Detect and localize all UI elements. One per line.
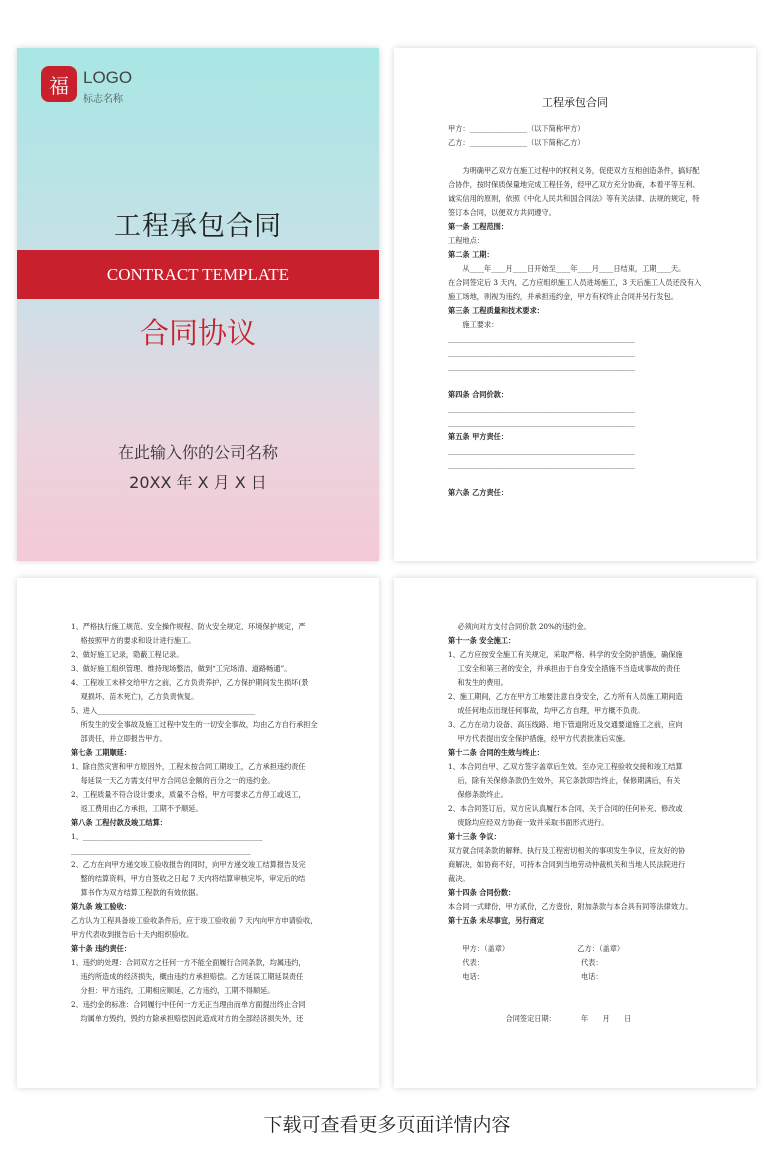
text-line: ____________________________________________________ bbox=[448, 446, 635, 455]
logo-icon: 福 bbox=[41, 66, 77, 102]
text-line: 废除均应经双方协商一致并采取书面形式进行。 bbox=[448, 818, 609, 827]
download-caption: 下载可查看更多页面详情内容 bbox=[263, 1114, 511, 1136]
text-line: 违约所造成的经济损失，概由违约方承担赔偿。乙方延误工期延误责任 bbox=[71, 972, 304, 981]
text-line: 从____年____月____日开始至____年____月____日结束，工期____天。 bbox=[448, 264, 686, 273]
text-line: 诚实信用的原则，依照《中化人民共和国合同法》等有关法律、法规的规定，特 bbox=[448, 194, 700, 203]
text-line: 第一条 工程范围： bbox=[448, 222, 509, 231]
text-line: 1、严格执行施工规范、安全操作规程、防火安全规定、环境保护规定，严 bbox=[71, 622, 306, 631]
text-line: 1、__________________________________________________ bbox=[71, 832, 263, 841]
text-line: 代表： 代表： bbox=[448, 958, 603, 967]
text-line: 所发生的安全事故及施工过程中发生的一切安全事故，均由乙方自行承担全 bbox=[71, 720, 318, 729]
text-line: 甲方：（盖章） 乙方：（盖章） bbox=[448, 944, 625, 953]
cover-date: 20XX 年 X 月 X 日 bbox=[129, 473, 267, 492]
text-line: 均属单方毁约，毁约方除承担赔偿因此造成对方的全部经济损失外，还 bbox=[71, 1014, 304, 1023]
page-3-lines bbox=[71, 620, 325, 1026]
text-line: ____________________________________________________ bbox=[448, 334, 635, 343]
cover-company-name: 在此输入你的公司名称 bbox=[117, 443, 278, 462]
document-page-3 bbox=[17, 578, 379, 1088]
text-line bbox=[448, 150, 702, 164]
page-4-content bbox=[448, 620, 702, 1026]
text-line: 第七条 工期顺延： bbox=[71, 748, 132, 757]
text-line: 第五条 甲方责任： bbox=[448, 432, 509, 441]
cover-title: 工程承包合同 bbox=[114, 211, 282, 242]
text-line: 第八条 工程付款及竣工结算： bbox=[71, 818, 167, 827]
text-line bbox=[448, 374, 702, 388]
text-line: ____________________________________________________ bbox=[448, 404, 635, 413]
text-line: 部责任，并立即报告甲方。 bbox=[71, 734, 167, 743]
text-line: 算书作为双方结算工程款的有效依据。 bbox=[71, 888, 203, 897]
text-line: ____________________________________________________ bbox=[448, 362, 635, 371]
text-line: 合同签定日期： 年 月 日 bbox=[448, 1014, 632, 1023]
text-line: 第三条 工程质量和技术要求： bbox=[448, 306, 544, 315]
text-line: 3、做好施工组织管理、维持现场整洁，做到“工完场清、道路畅通”。 bbox=[71, 664, 292, 673]
text-line: 1、本合同自甲、乙双方签字盖章后生效。至办完工程验收交接和竣工结算 bbox=[448, 762, 683, 771]
text-line: 在合同签定后 3 天内，乙方应组织施工人员进场施工，3 天后施工人员还没有入 bbox=[448, 278, 702, 287]
document-page-2 bbox=[394, 48, 756, 561]
text-line: 乙方：________________（以下简称乙方） bbox=[448, 138, 585, 147]
text-line: 必须向对方支付合同价款 20%的违约金。 bbox=[448, 622, 591, 631]
text-line: 甲方代表提出安全保护措施，经甲方代表批准后实施。 bbox=[448, 734, 630, 743]
text-line: 第十四条 合同份数： bbox=[448, 888, 516, 897]
text-line: 5、进入____________________________________________ bbox=[71, 706, 256, 715]
text-line: 施工场地，则视为违约，并承担违约金，甲方有权终止合同并另行发包。 bbox=[448, 292, 679, 301]
text-line: ____________________________________________________ bbox=[448, 460, 635, 469]
text-line: 2、本合同签订后，双方应认真履行本合同，关于合同的任何补充、修改或 bbox=[448, 804, 683, 813]
page-2-lines bbox=[448, 122, 702, 500]
text-line: 第十条 违约责任： bbox=[71, 944, 132, 953]
text-line: 甲方代表收到报告后十天内组织验收。 bbox=[71, 930, 194, 939]
document-page-4 bbox=[394, 578, 756, 1088]
text-line: 工程地点： bbox=[448, 236, 484, 245]
text-line: 第十五条 未尽事宜，另行商定 bbox=[448, 916, 544, 925]
text-line: 第九条 竣工验收： bbox=[71, 902, 132, 911]
text-line: 2、施工期间，乙方在甲方工地要注意自身安全，乙方所有人员施工期间造 bbox=[448, 692, 683, 701]
text-line: 为明确甲乙双方在施工过程中的权利义务，促使双方互相创造条件，搞好配 bbox=[448, 166, 700, 175]
text-line: 2、工程质量不符合设计要求，质量不合格，甲方可要求乙方停工或返工， bbox=[71, 790, 306, 799]
text-line: 裁决。 bbox=[448, 874, 470, 883]
text-line: 2、违约金的标准：合同履行中任何一方无正当理由而单方面提出终止合同 bbox=[71, 1000, 306, 1009]
text-line: 甲方：________________（以下简称甲方） bbox=[448, 124, 585, 133]
text-line: 保修条款终止。 bbox=[448, 790, 508, 799]
text-line: 1、违约的处理：合同双方之任何一方不能全面履行合同条款，均属违约， bbox=[71, 958, 306, 967]
text-line: 施工要求： bbox=[448, 320, 499, 329]
text-line: 本合同一式肆份，甲方贰份，乙方壹份，附加条款与本合具有同等法律效力。 bbox=[448, 902, 693, 911]
text-line: 第六条 乙方责任： bbox=[448, 488, 509, 497]
text-line bbox=[448, 928, 702, 942]
cover-band: CONTRACT TEMPLATE bbox=[17, 250, 379, 299]
text-line: 乙方认为工程具备竣工验收条件后，应于竣工验收前 7 天内向甲方申请验收， bbox=[71, 916, 318, 925]
text-line: ____________________________________________________ bbox=[448, 418, 635, 427]
text-line: 后，除有关保修条款仍生效外，其它条款即告终止，保修期满后，有关 bbox=[448, 776, 681, 785]
cover-page bbox=[17, 48, 379, 561]
page-3-content bbox=[71, 620, 325, 1026]
text-line: ____________________________________________________ bbox=[448, 348, 635, 357]
text-line: 返工费用由乙方承担，工期不予顺延。 bbox=[71, 804, 203, 813]
text-line: 合协作，按时保质保量地完成工程任务，经甲乙双方充分协商，本着平等互利、 bbox=[448, 180, 700, 189]
text-line: 2、乙方在向甲方递交竣工验收报告的同时，向甲方递交竣工结算报告及完 bbox=[71, 860, 306, 869]
logo-subtitle: 标志名称 bbox=[83, 94, 123, 105]
text-line: 每延误一天乙方需支付甲方合同总金额的百分之一的违约金。 bbox=[71, 776, 275, 785]
text-line bbox=[448, 472, 702, 486]
text-line: 商解决，如协商不好，可持本合同到当地劳动仲裁机关和当地人民法院进行 bbox=[448, 860, 686, 869]
text-line: 电话： 电话： bbox=[448, 972, 603, 981]
text-line: 签订本合同，以便双方共同遵守。 bbox=[448, 208, 556, 217]
document-title: 工程承包合同 bbox=[542, 96, 608, 109]
text-line: 观损坏、苗木死亡)，乙方负责恢复。 bbox=[71, 692, 199, 701]
text-line: 成任何地点出现任何事故，均甲乙方自理，甲方概不负责。 bbox=[448, 706, 645, 715]
text-line bbox=[448, 984, 702, 998]
text-line: 第十二条 合同的生效与终止： bbox=[448, 748, 544, 757]
page-2-content bbox=[448, 96, 702, 500]
text-line: 3、乙方在动力设备、高压线路、地下管道附近及交通要道施工之前，应向 bbox=[448, 720, 683, 729]
text-line: 1、除自然灾害和甲方原因外，工程未按合同工期竣工，乙方承担违约责任 bbox=[71, 762, 306, 771]
cover-subtitle: 合同协议 bbox=[139, 316, 256, 350]
text-line: 第十三条 争议： bbox=[448, 832, 501, 841]
text-line: 分担：甲方违约，工期相应顺延，乙方违约，工期不得顺延。 bbox=[71, 986, 275, 995]
text-line: 1、乙方应按安全施工有关规定，采取严格、科学的安全防护措施，确保施 bbox=[448, 650, 683, 659]
text-line: 工安全和第三者的安全，并承担由于自身安全措施不当造成事故的责任 bbox=[448, 664, 681, 673]
text-line: __________________________________________________ bbox=[71, 846, 251, 855]
text-line bbox=[448, 998, 702, 1012]
text-line: 和发生的费用。 bbox=[448, 678, 508, 687]
logo-text: LOGO bbox=[83, 68, 133, 87]
text-line: 格按照甲方的要求和设计进行施工。 bbox=[71, 636, 196, 645]
text-line: 双方就合同条款的解释、执行及工程密切相关的事项发生争议，应友好的协 bbox=[448, 846, 686, 855]
text-line: 2、做好施工记录，隐蔽工程记录。 bbox=[71, 650, 184, 659]
page-4-lines bbox=[448, 620, 702, 1026]
text-line: 第四条 合同价款： bbox=[448, 390, 509, 399]
text-line: 第十一条 安全施工： bbox=[448, 636, 516, 645]
text-line: 第二条 工期： bbox=[448, 250, 494, 259]
text-line: 整的结算资料，甲方自签收之日起 7 天内将结算审核完毕，审定后的结 bbox=[71, 874, 306, 883]
text-line: 4、工程竣工未移交给甲方之前，乙方负责养护，乙方保护期间发生损坏(景 bbox=[71, 678, 309, 687]
